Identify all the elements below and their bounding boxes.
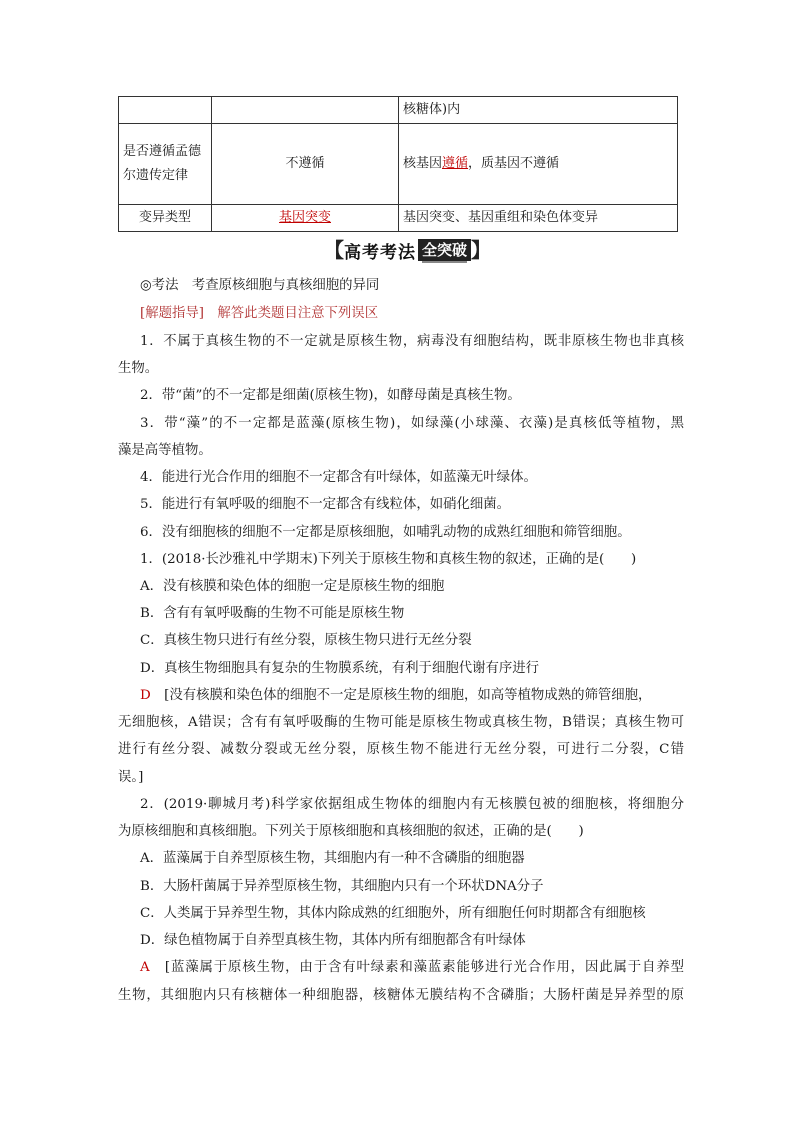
paragraph-line: 3．带“藻”的不一定都是蓝藻(原核生物)，如绿藻(小球藻、衣藻)是真核低等植物，黑 bbox=[140, 416, 684, 431]
table-row bbox=[119, 124, 678, 205]
table-cell: 是否遵循孟德尔遗传定律 bbox=[119, 124, 212, 205]
answer-letter: D bbox=[140, 688, 151, 703]
answer-text: [蓝藻属于原核生物，由于含有叶绿素和藻蓝素能够进行光合作用，因此属于自养型 bbox=[149, 960, 684, 975]
answer-line bbox=[118, 958, 684, 978]
answer-line bbox=[118, 686, 684, 706]
question-option: A．没有核膜和染色体的细胞一定是原核生物的细胞 bbox=[140, 579, 445, 594]
paragraph-line: 4．能进行光合作用的细胞不一定都含有叶绿体，如蓝藻无叶绿体。 bbox=[140, 470, 537, 485]
question-option: C．真核生物只进行有丝分裂，原核生物只进行无丝分裂 bbox=[140, 633, 472, 648]
banner-bracket: 【 bbox=[324, 238, 344, 262]
answer-line: 进行有丝分裂、减数分裂或无丝分裂，原核生物不能进行无丝分裂，可进行二分裂，C错 bbox=[118, 742, 684, 757]
paragraph-line: 1．不属于真核生物的不一定就是原核生物，病毒没有细胞结构，既非原核生物也非真核 bbox=[140, 334, 684, 349]
table-cell bbox=[399, 124, 678, 205]
table-row bbox=[119, 205, 678, 232]
table-cell bbox=[212, 205, 399, 232]
section-banner bbox=[324, 238, 491, 262]
answer-line: 生物，其细胞内只有核糖体一种细胞器，核糖体无膜结构不含磷脂；大肠杆菌是异养型的原 bbox=[118, 988, 684, 1003]
table-row bbox=[119, 97, 678, 124]
banner-bracket: 】 bbox=[471, 238, 492, 262]
question-stem: 1．(2018·长沙雅礼中学期末)下列关于原核生物和真核生物的叙述，正确的是( ) bbox=[140, 552, 637, 567]
section-heading: ◎考法 考查原核细胞与真核细胞的异同 bbox=[140, 278, 380, 293]
highlight-text: 遵循 bbox=[442, 156, 469, 171]
paragraph-line: 2．带“菌”的不一定都是细菌(原核生物)，如酵母菌是真核生物。 bbox=[140, 388, 521, 403]
table-cell: 变异类型 bbox=[119, 205, 212, 232]
table-cell bbox=[212, 97, 399, 124]
answer-line: 无细胞核，A错误；含有有氧呼吸酶的生物可能是原核生物或真核生物，B错误；真核生物可 bbox=[118, 715, 684, 730]
comparison-table bbox=[118, 96, 678, 232]
paragraph-line: 藻是高等植物。 bbox=[118, 443, 212, 458]
answer-line: 误。] bbox=[118, 770, 144, 785]
highlight-text: 基因突变 bbox=[278, 210, 331, 225]
hint-heading: [解题指导] 解答此类题目注意下列误区 bbox=[140, 306, 379, 321]
table-cell: 核糖体)内 bbox=[399, 97, 678, 124]
table-cell bbox=[119, 97, 212, 124]
question-option: B．含有有氧呼吸酶的生物不可能是原核生物 bbox=[140, 606, 405, 621]
question-option: B．大肠杆菌属于异养型原核生物，其细胞内只有一个环状DNA分子 bbox=[140, 879, 544, 894]
question-stem: 2．(2019·聊城月考)科学家依据组成生物体的细胞内有无核膜包被的细胞核，将细胞分 bbox=[140, 797, 684, 812]
paragraph-line: 5．能进行有氧呼吸的细胞不一定都含有线粒体，如硝化细菌。 bbox=[140, 497, 511, 512]
paragraph-line: 生物。 bbox=[118, 361, 159, 376]
question-option: C．人类属于异养型生物，其体内除成熟的红细胞外，所有细胞任何时期都含有细胞核 bbox=[140, 906, 646, 921]
table-text: 核基因 bbox=[403, 156, 443, 171]
table-cell: 不遵循 bbox=[212, 124, 399, 205]
banner-badge: 全突破 bbox=[418, 239, 471, 261]
answer-text: [没有核膜和染色体的细胞不一定是原核生物的细胞，如高等植物成熟的筛管细胞， bbox=[150, 688, 652, 703]
table-text: ，质基因不遵循 bbox=[468, 156, 560, 171]
question-stem: 为原核细胞和真核细胞。下列关于原核细胞和真核细胞的叙述，正确的是( ) bbox=[118, 824, 584, 839]
question-option: D．绿色植物属于自养型真核生物，其体内所有细胞都含有叶绿体 bbox=[140, 933, 526, 948]
paragraph-line: 6．没有细胞核的细胞不一定都是原核细胞，如哺乳动物的成熟红细胞和筛管细胞。 bbox=[140, 525, 631, 540]
question-option: A．蓝藻属于自养型原核生物，其细胞内有一种不含磷脂的细胞器 bbox=[140, 851, 525, 866]
table-cell: 基因突变、基因重组和染色体变异 bbox=[399, 205, 678, 232]
answer-letter: A bbox=[140, 960, 150, 975]
banner-title: 高考考法 bbox=[344, 242, 416, 263]
question-option: D．真核生物细胞具有复杂的生物膜系统，有利于细胞代谢有序进行 bbox=[140, 661, 540, 676]
